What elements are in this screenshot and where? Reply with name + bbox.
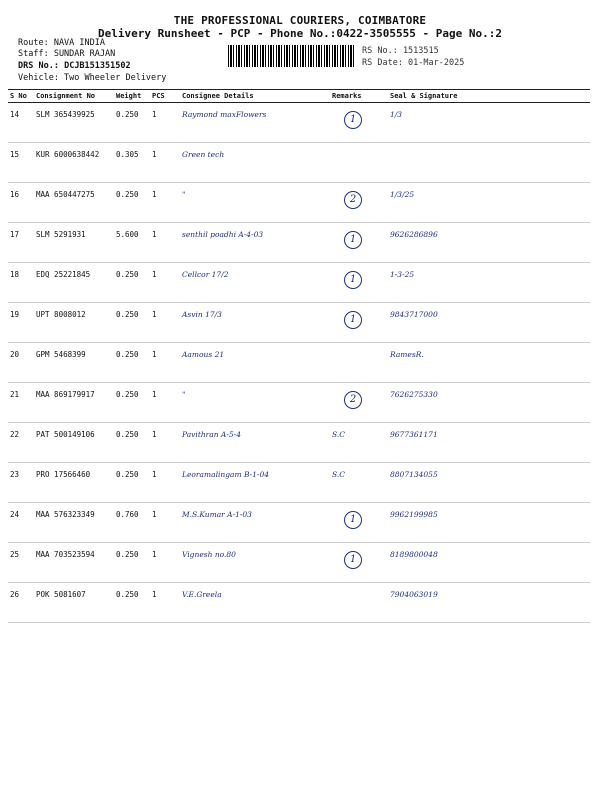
table-row xyxy=(8,463,590,503)
row-remarks xyxy=(330,303,388,343)
row-sno: 22 xyxy=(8,423,34,463)
row-sno: 24 xyxy=(8,503,34,543)
row-consignment-no: GPM 5468399 xyxy=(34,343,114,383)
row-consignee: Aamous 21 xyxy=(180,343,330,383)
row-consignee: Asvin 17/3 xyxy=(180,303,330,343)
row-weight: 0.250 xyxy=(114,103,150,143)
col-pcs: PCS xyxy=(150,90,180,103)
row-signature: 9843717000 xyxy=(388,303,590,343)
row-remarks: S.C xyxy=(330,463,388,503)
row-signature: 7904063019 xyxy=(388,583,590,623)
row-consignment-no: PRO 17566460 xyxy=(34,463,114,503)
row-weight: 0.250 xyxy=(114,303,150,343)
row-weight: 0.250 xyxy=(114,343,150,383)
row-consignee: Raymond maxFlowers xyxy=(180,103,330,143)
row-remarks: S.C xyxy=(330,423,388,463)
row-consignee: Pavithran A-5-4 xyxy=(180,423,330,463)
row-sno: 20 xyxy=(8,343,34,383)
company-title: THE PROFESSIONAL COURIERS, COIMBATORE xyxy=(173,14,427,27)
row-signature: 1/3 xyxy=(388,103,590,143)
row-consignee: " xyxy=(180,183,330,223)
row-weight: 0.250 xyxy=(114,583,150,623)
table-row xyxy=(8,143,590,183)
row-weight: 0.250 xyxy=(114,423,150,463)
remark-circle: 2 xyxy=(344,191,362,209)
row-consignment-no: MAA 650447275 xyxy=(34,183,114,223)
row-remarks xyxy=(330,143,388,183)
table-row xyxy=(8,503,590,543)
row-pcs: 1 xyxy=(150,263,180,303)
col-weight: Weight xyxy=(114,90,150,103)
row-pcs: 1 xyxy=(150,343,180,383)
row-sno: 17 xyxy=(8,223,34,263)
row-weight: 0.250 xyxy=(114,543,150,583)
row-weight: 0.760 xyxy=(114,503,150,543)
drs-value: DCJB151351502 xyxy=(64,61,131,71)
row-sno: 18 xyxy=(8,263,34,303)
table-row xyxy=(8,583,590,623)
row-sno: 25 xyxy=(8,543,34,583)
row-pcs: 1 xyxy=(150,383,180,423)
row-weight: 0.250 xyxy=(114,183,150,223)
vehicle-label: Vehicle: Two Wheeler Delivery xyxy=(18,73,167,83)
table-row xyxy=(8,223,590,263)
rs-number: RS No.: 1513515 xyxy=(362,46,439,56)
table-row xyxy=(8,383,590,423)
col-consignment: Consignment No xyxy=(34,90,114,103)
row-remarks xyxy=(330,263,388,303)
staff-label: Staff: SUNDAR RAJAN xyxy=(18,49,116,59)
row-pcs: 1 xyxy=(150,143,180,183)
row-remarks xyxy=(330,223,388,263)
table-header xyxy=(8,90,590,103)
row-weight: 0.250 xyxy=(114,383,150,423)
row-pcs: 1 xyxy=(150,463,180,503)
col-remarks: Remarks xyxy=(330,90,388,103)
col-consignee: Consignee Details xyxy=(180,90,330,103)
row-consignment-no: KUR 6000638442 xyxy=(34,143,114,183)
remark-circle: 1 xyxy=(344,271,362,289)
row-consignee: M.S.Kumar A-1-03 xyxy=(180,503,330,543)
runsheet-subtitle: Delivery Runsheet - PCP - Phone No.:0422-3505555 - Page No.:2 xyxy=(98,27,502,40)
row-pcs: 1 xyxy=(150,103,180,143)
row-weight: 5.600 xyxy=(114,223,150,263)
row-consignment-no: MAA 576323349 xyxy=(34,503,114,543)
table-row xyxy=(8,103,590,143)
row-pcs: 1 xyxy=(150,503,180,543)
row-pcs: 1 xyxy=(150,183,180,223)
table-row xyxy=(8,303,590,343)
row-signature: 8189800048 xyxy=(388,543,590,583)
row-consignee: Cellcor 17/2 xyxy=(180,263,330,303)
row-sno: 15 xyxy=(8,143,34,183)
remark-circle: 1 xyxy=(344,231,362,249)
remark-circle: 1 xyxy=(344,511,362,529)
row-remarks xyxy=(330,583,388,623)
row-sno: 21 xyxy=(8,383,34,423)
row-signature: 9962199985 xyxy=(388,503,590,543)
row-remarks xyxy=(330,183,388,223)
row-consignment-no: EDQ 25221845 xyxy=(34,263,114,303)
table-row xyxy=(8,263,590,303)
row-consignment-no: SLM 5291931 xyxy=(34,223,114,263)
row-remarks xyxy=(330,103,388,143)
row-pcs: 1 xyxy=(150,583,180,623)
row-weight: 0.250 xyxy=(114,263,150,303)
table-row xyxy=(8,423,590,463)
row-signature: 9677361171 xyxy=(388,423,590,463)
row-sno: 16 xyxy=(8,183,34,223)
row-remarks xyxy=(330,343,388,383)
row-signature xyxy=(388,143,590,183)
row-pcs: 1 xyxy=(150,543,180,583)
table-row xyxy=(8,343,590,383)
row-consignment-no: PAT 500149106 xyxy=(34,423,114,463)
row-weight: 0.305 xyxy=(114,143,150,183)
table-row xyxy=(8,543,590,583)
row-consignment-no: UPT 8008012 xyxy=(34,303,114,343)
row-consignment-no: MAA 869179917 xyxy=(34,383,114,423)
rs-date: RS Date: 01-Mar-2025 xyxy=(362,58,465,68)
remark-circle: 1 xyxy=(344,551,362,569)
route-label: Route: NAVA INDIA xyxy=(18,38,105,48)
row-consignment-no: POK 5081607 xyxy=(34,583,114,623)
remark-circle: 1 xyxy=(344,311,362,329)
table-row xyxy=(8,183,590,223)
row-consignee: " xyxy=(180,383,330,423)
row-weight: 0.250 xyxy=(114,463,150,503)
row-consignee: Green tech xyxy=(180,143,330,183)
row-consignee: Vignesh no.80 xyxy=(180,543,330,583)
row-signature: 8807134055 xyxy=(388,463,590,503)
row-sno: 14 xyxy=(8,103,34,143)
table-body xyxy=(8,103,590,623)
row-consignment-no: SLM 365439925 xyxy=(34,103,114,143)
row-consignee: Leoramalingam B-1-04 xyxy=(180,463,330,503)
row-signature: 1/3/25 xyxy=(388,183,590,223)
row-pcs: 1 xyxy=(150,423,180,463)
row-consignment-no: MAA 703523594 xyxy=(34,543,114,583)
row-remarks xyxy=(330,383,388,423)
runsheet-table xyxy=(8,89,590,623)
row-consignee: V.E.Greela xyxy=(180,583,330,623)
row-pcs: 1 xyxy=(150,223,180,263)
barcode xyxy=(228,45,356,67)
row-consignee: senthil poadhi A-4-03 xyxy=(180,223,330,263)
remark-circle: 1 xyxy=(344,111,362,129)
row-signature: RamesR. xyxy=(388,343,590,383)
remark-circle: 2 xyxy=(344,391,362,409)
col-sno: S No xyxy=(8,90,34,103)
row-signature: 7626275330 xyxy=(388,383,590,423)
row-sno: 23 xyxy=(8,463,34,503)
row-sno: 19 xyxy=(8,303,34,343)
row-pcs: 1 xyxy=(150,303,180,343)
row-signature: 9626286896 xyxy=(388,223,590,263)
row-remarks xyxy=(330,543,388,583)
row-remarks xyxy=(330,503,388,543)
row-signature: 1-3-25 xyxy=(388,263,590,303)
drs-number xyxy=(18,61,131,71)
row-sno: 26 xyxy=(8,583,34,623)
drs-label: DRS No.: xyxy=(18,61,59,71)
col-seal: Seal & Signature xyxy=(388,90,590,103)
